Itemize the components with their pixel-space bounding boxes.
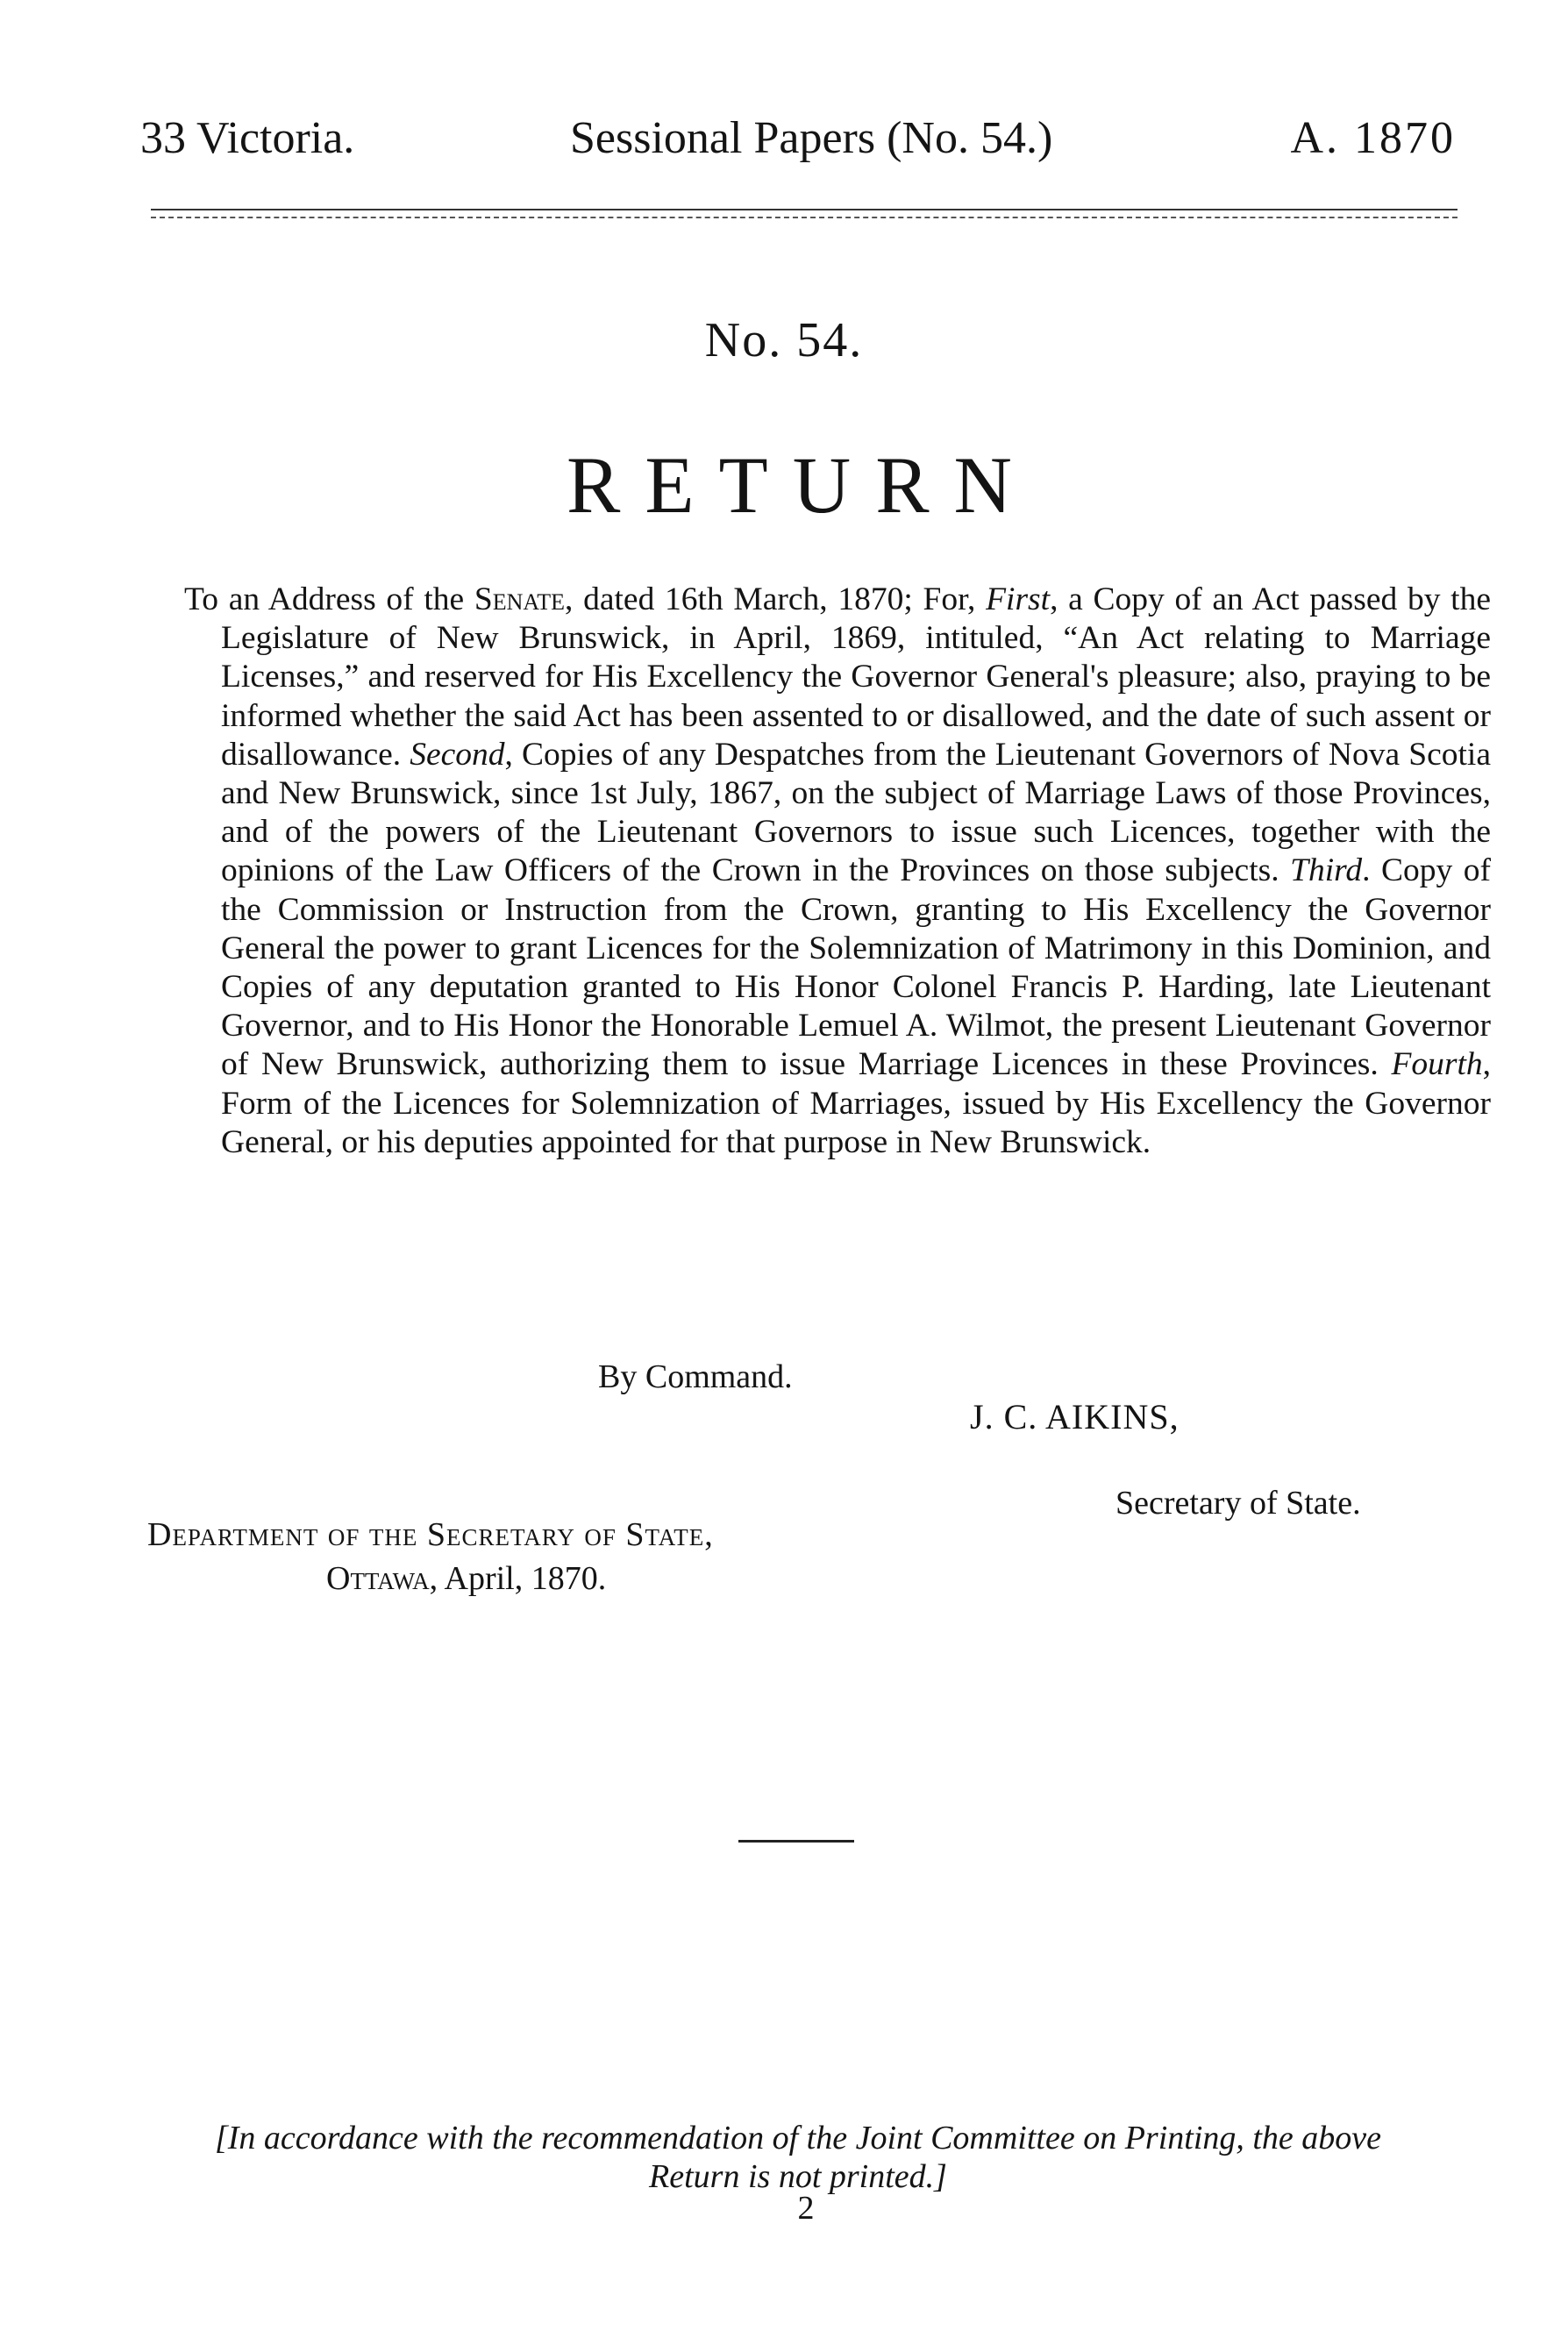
by-command: By Command. [598,1358,793,1395]
first-text: , a Copy of an Act passed by the Legislature of New Brunswick, in April, 1869, intituled, “An Act relating to Marriage Licenses,” and reserved for His Excellency the Governor General's pleasure; also, praying to be informed whether the said Act has been assented to or disallowed, and the date of such assent or disallowance. [221,581,1491,773]
footnote-line-1: [In accordance with the recommendation of the Joint Committee on Printing, the above [214,2120,1382,2156]
address-paragraph [184,581,1491,1162]
header-rule-dashed [151,217,1458,218]
page-number: 2 [797,2190,815,2227]
second-label: Second [410,736,505,773]
fourth-text: , Form of the Licences for Solemnization of Marriages, issued by His Excellency the Governor General, or his deputies appointed for that purpose in New Brunswick. [221,1046,1491,1160]
third-label: Third [1290,852,1363,889]
signatory-title: Secretary of State. [1115,1485,1361,1522]
document-number: No. 54. [704,313,864,367]
place-name: Ottawa [326,1560,430,1597]
address-dated: , dated 16th March, 1870; For, [565,581,987,617]
senate-label: Senate [474,581,566,617]
running-head-left: 33 Victoria. [140,113,355,163]
third-text: . Copy of the Commission or Instruction from the Crown, granting to His Excellency the Governor General the power to grant Licences for the Solemnization of Matrimony in this Dominion, and Copies of any deputation granted to His Honor Colonel Francis P. Harding, late Lieutenant Governor, and to His Honor the Honorable Lemuel A. Wilmot, the present Lieutenant Governor of New Brunswick, authorizing them to issue Marriage Licences in these Provinces. [221,852,1491,1083]
running-head [140,112,1456,174]
signatory-name: J. C. AIKINS, [970,1397,1180,1436]
header-rule [151,209,1458,210]
running-head-center: Sessional Papers (No. 54.) [570,113,1053,163]
document-title: RETURN [567,440,1037,530]
footnote-line-2: Return is not printed.] [649,2158,947,2195]
department-name: Department of the Secretary of State, [147,1516,714,1553]
place-date: , April, 1870. [429,1560,607,1597]
fourth-label: Fourth [1391,1046,1483,1083]
running-head-right: A. 1870 [1290,113,1456,163]
second-text: , Copies of any Despatches from the Lieutenant Governors of Nova Scotia and New Brunswick, since 1st July, 1867, on the subject of Marriage Laws of those Provinces, and of the powers of the Lieutenant Governors to issue such Licences, together with the opinions of the Law Officers of the Crown in the Provinces on those subjects. [221,736,1491,889]
footnote [140,2119,1456,2196]
first-label: First [986,581,1051,617]
address-intro: To an Address of the [184,581,474,617]
department-place-date [326,1559,606,1598]
section-divider [738,1840,854,1843]
